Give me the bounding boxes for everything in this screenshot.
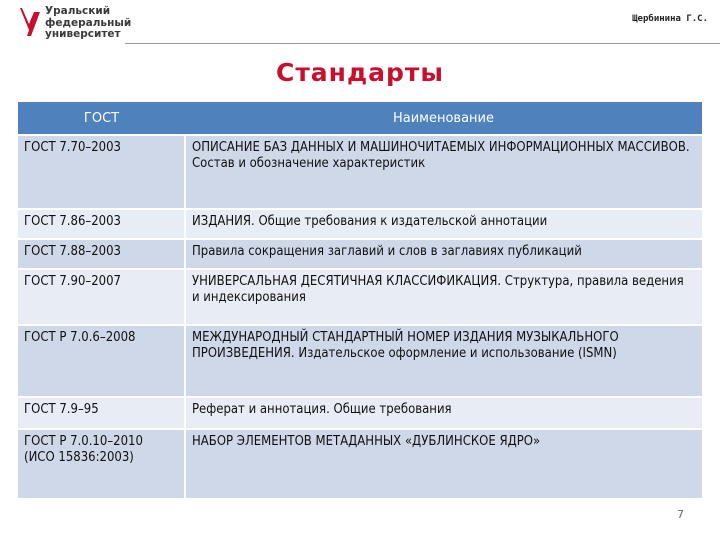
header-divider	[125, 43, 720, 44]
table-row	[18, 209, 702, 239]
table-row	[18, 269, 702, 325]
university-name	[45, 6, 131, 41]
gost-code: ГОСТ 7.90–2007	[24, 274, 121, 289]
standard-name-cell: Правила сокращения заглавий и слов в заглавиях публикаций	[185, 239, 702, 269]
table-row	[18, 239, 702, 269]
gost-code-cell	[18, 325, 185, 397]
standard-name-cell: МЕЖДУНАРОДНЫЙ СТАНДАРТНЫЙ НОМЕР ИЗДАНИЯ МУЗЫКАЛЬНОГО ПРОИЗВЕДЕНИЯ. Издательское оформление и использование (ISMN)	[185, 325, 702, 397]
gost-code: ГОСТ Р 7.0.10–2010	[24, 434, 143, 449]
gost-code-cell	[18, 269, 185, 325]
gost-code-cell	[18, 429, 185, 498]
standard-name-cell: ИЗДАНИЯ. Общие требования к издательской аннотации	[185, 209, 702, 239]
page-number: 7	[677, 508, 684, 521]
column-header-gost: ГОСТ	[18, 102, 185, 135]
table-row	[18, 429, 702, 498]
table-row	[18, 325, 702, 397]
gost-code: ГОСТ 7.9–95	[24, 402, 99, 417]
table-row	[18, 135, 702, 209]
standard-name-cell: Реферат и аннотация. Общие требования	[185, 397, 702, 429]
gost-code-cell	[18, 239, 185, 269]
gost-code: ГОСТ Р 7.0.6–2008	[24, 330, 136, 345]
page-title: Стандарты	[275, 58, 445, 87]
gost-code: ГОСТ 7.88–2003	[24, 244, 121, 259]
university-logo	[20, 6, 131, 41]
gost-code-cell	[18, 397, 185, 429]
standards-table-container	[18, 102, 702, 498]
logo-line-1: Уральский	[45, 5, 111, 17]
table-row	[18, 397, 702, 429]
gost-code: ГОСТ 7.86–2003	[24, 214, 121, 229]
gost-code-cell	[18, 135, 185, 209]
standard-name-cell: НАБОР ЭЛЕМЕНТОВ МЕТАДАННЫХ «ДУБЛИНСКОЕ ЯДРО»	[185, 429, 702, 498]
standard-name-cell: УНИВЕРСАЛЬНАЯ ДЕСЯТИЧНАЯ КЛАССИФИКАЦИЯ. Структура, правила ведения и индексирования	[185, 269, 702, 325]
logo-line-3: университет	[45, 28, 121, 40]
standards-table	[18, 102, 702, 498]
university-logo-icon	[20, 6, 42, 40]
author-name: Щербинина Г.С.	[632, 14, 708, 24]
column-header-name: Наименование	[185, 102, 702, 135]
gost-code: ГОСТ 7.70–2003	[24, 140, 121, 155]
logo-line-2: федеральный	[45, 16, 132, 29]
gost-code-cell	[18, 209, 185, 239]
table-header-row	[18, 102, 702, 135]
standard-name-cell: ОПИСАНИЕ БАЗ ДАННЫХ И МАШИНОЧИТАЕМЫХ ИНФОРМАЦИОННЫХ МАССИВОВ. Состав и обозначение характеристик	[185, 135, 702, 209]
gost-code-note: (ИСО 15836:2003)	[24, 450, 134, 465]
